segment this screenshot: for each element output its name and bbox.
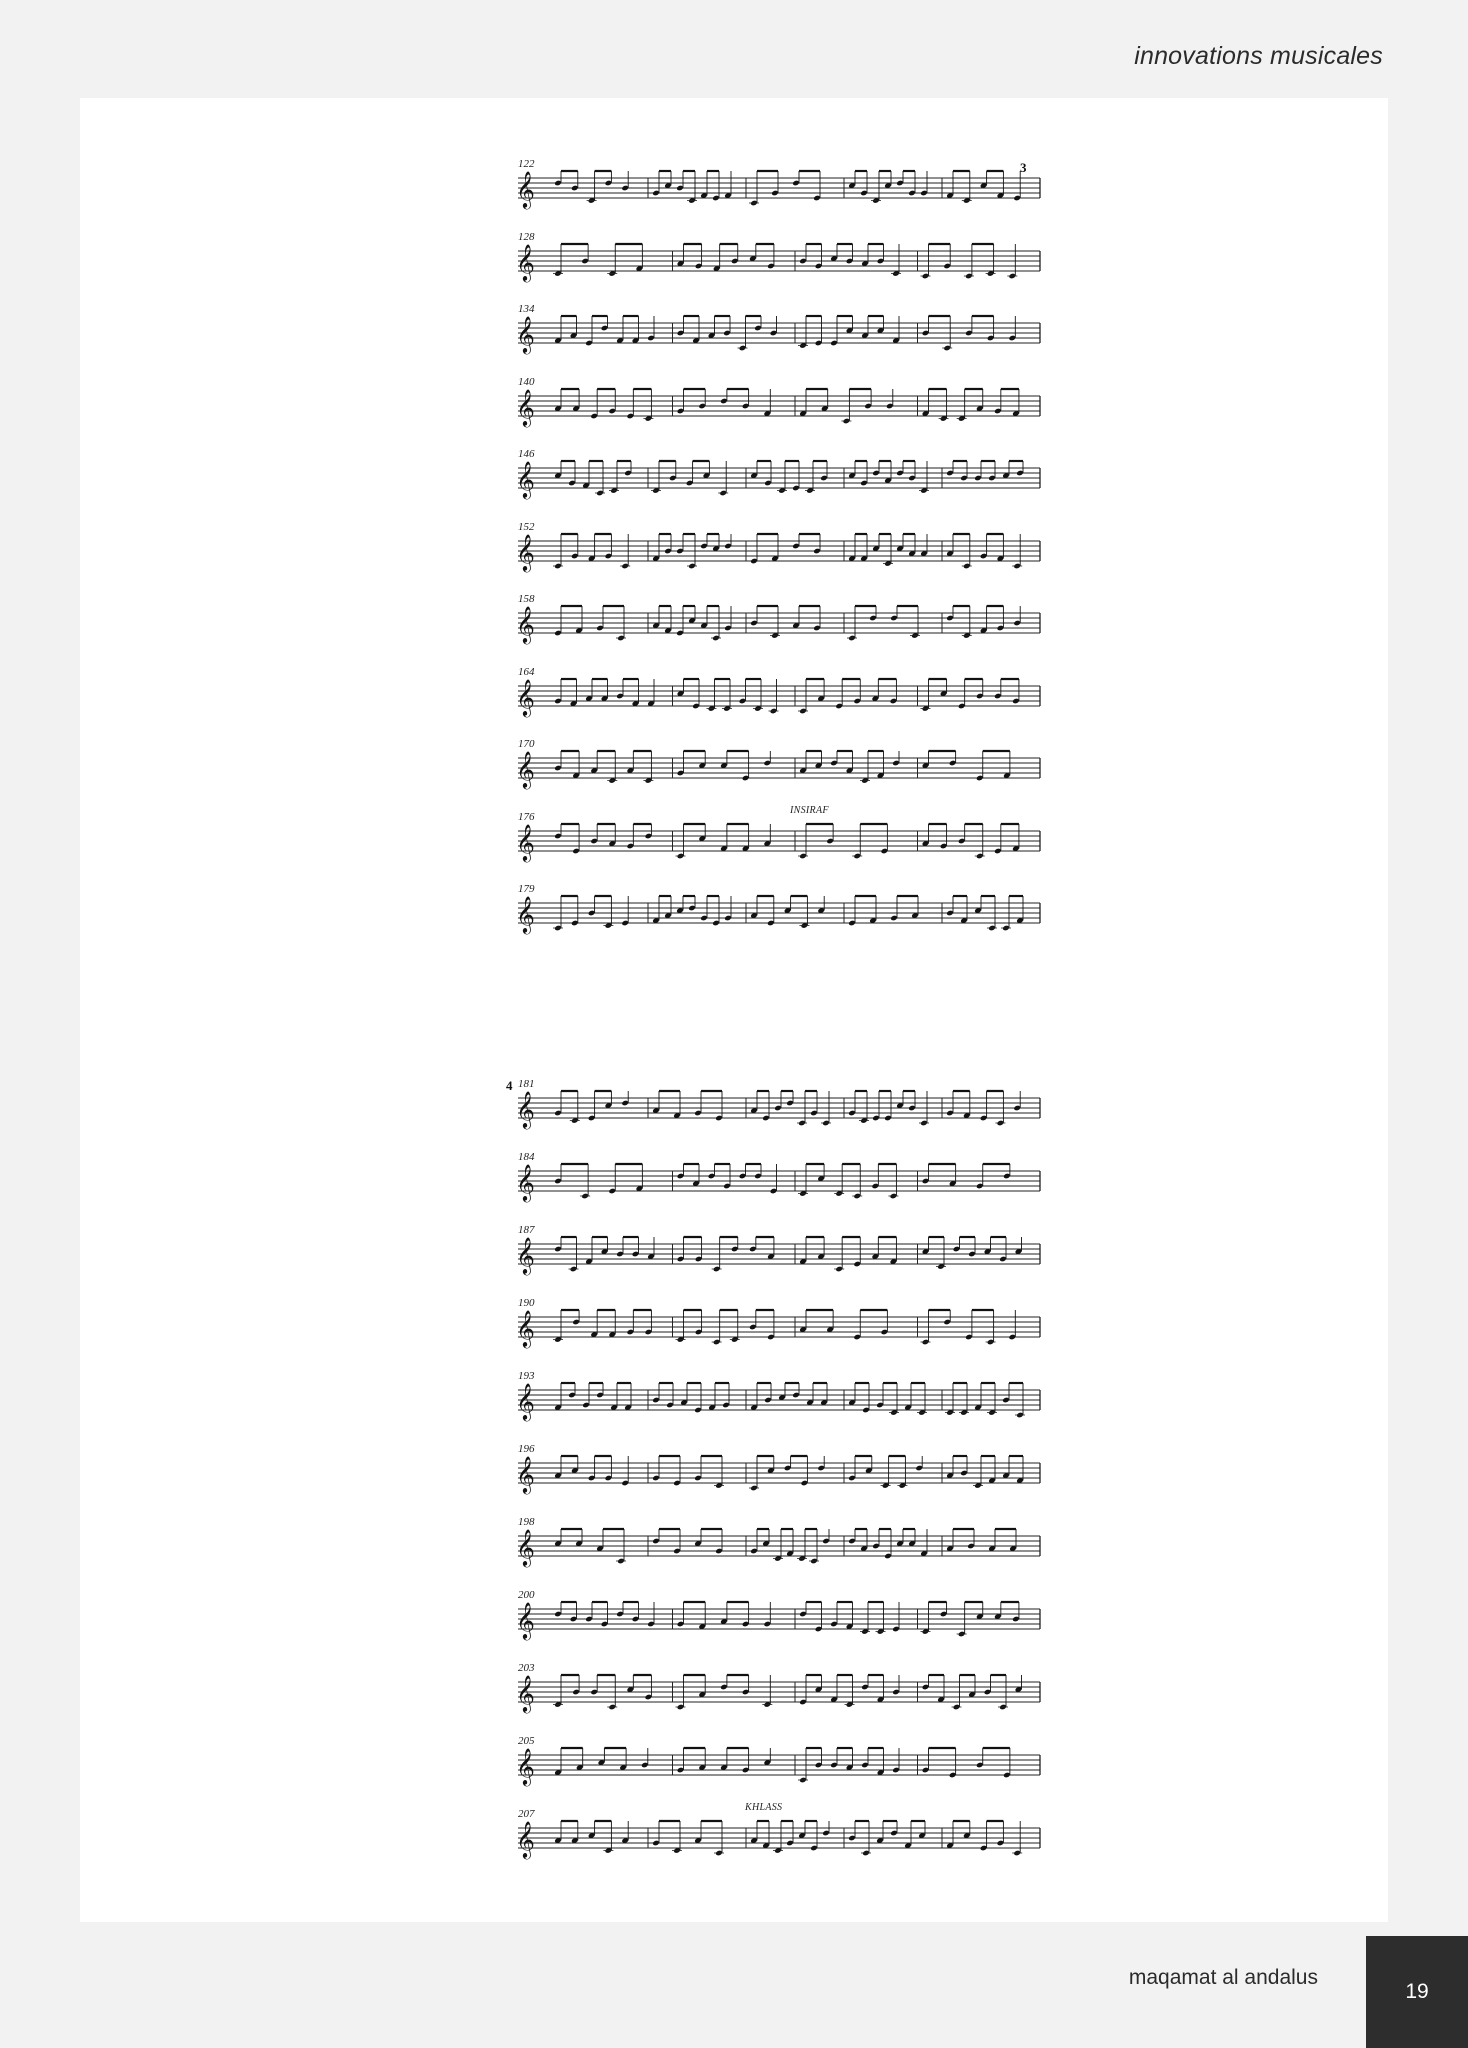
measure-number: 140 [518,375,535,388]
measure-number: 181 [518,1078,535,1090]
music-system [510,1078,1130,1138]
music-staff [510,313,1050,357]
measure-number: 158 [518,593,535,605]
measure-number: 207 [518,1808,535,1820]
measure-number: 205 [518,1735,535,1747]
music-system [510,1443,1130,1503]
music-system [510,1151,1130,1211]
measure-number: 134 [518,303,535,315]
treble-clef-icon: 𝄞 [516,677,535,716]
music-staff [510,1380,1050,1424]
music-staff [510,1234,1050,1278]
music-system [510,448,1130,508]
treble-clef-icon: 𝄞 [516,1382,535,1420]
music-system [510,1802,1130,1868]
footer-publication-label: maqamat al andalus [1128,1966,1318,1989]
measure-number: 179 [518,883,535,895]
treble-clef-icon: 𝄞 [516,1528,535,1566]
treble-clef-icon: 𝄞 [516,1747,535,1785]
treble-clef-icon: 𝄞 [516,170,535,208]
music-system [510,1735,1130,1795]
treble-clef-icon: 𝄞 [516,315,535,353]
treble-clef-icon: 𝄞 [516,1236,535,1274]
measure-number: 176 [518,810,535,823]
measure-number: 170 [518,738,535,750]
treble-clef-icon: 𝄞 [516,460,535,498]
measure-number: 203 [518,1662,535,1674]
music-staff [510,1672,1050,1716]
music-staff [510,1088,1050,1132]
music-system [510,231,1130,291]
music-staff [510,676,1050,720]
measure-number: 184 [518,1151,535,1163]
measure-number: 152 [518,520,535,533]
music-system [510,738,1130,798]
music-staff [510,1526,1050,1570]
footer-page-number: 19 [1405,1980,1429,2003]
footer-page-box [1366,1936,1468,2048]
sheet-page-number: 4 [506,1078,513,1093]
measure-number: 146 [518,448,535,460]
music-system [510,158,1130,218]
music-staff [510,1161,1050,1205]
music-system [510,303,1130,363]
sheet-page-number: 3 [1020,160,1027,175]
music-system [510,666,1130,726]
music-staff [510,893,1050,937]
treble-clef-icon: 𝄞 [516,532,535,571]
treble-clef-icon: 𝄞 [516,1163,535,1201]
treble-clef-icon: 𝄞 [516,822,535,861]
measure-number: 187 [518,1224,535,1236]
treble-clef-icon: 𝄞 [516,1309,535,1347]
measure-number: 122 [518,158,535,170]
measure-number: 196 [518,1443,535,1455]
music-system [510,593,1130,653]
treble-clef-icon: 𝄞 [516,1455,535,1493]
music-staff [510,458,1050,502]
measure-number: 190 [518,1297,535,1309]
treble-clef-icon: 𝄞 [516,1674,535,1712]
music-staff [510,168,1050,212]
music-staff [510,603,1050,647]
music-staff [510,1307,1050,1351]
music-staff [510,821,1050,865]
music-system [510,1516,1130,1576]
measure-number: 200 [518,1589,535,1601]
music-system [510,1589,1130,1649]
music-staff [510,1818,1050,1862]
treble-clef-icon: 𝄞 [516,1820,535,1858]
music-system [510,883,1130,943]
page-content-area [80,98,1388,1922]
music-system [510,376,1130,436]
measure-number: 128 [518,230,535,243]
treble-clef-icon: 𝄞 [516,1601,535,1639]
measure-number: 198 [518,1516,535,1528]
music-staff [510,531,1050,575]
music-system [510,1224,1130,1284]
treble-clef-icon: 𝄞 [516,1090,535,1128]
music-staff [510,1599,1050,1643]
treble-clef-icon: 𝄞 [516,242,535,281]
treble-clef-icon: 𝄞 [516,895,535,933]
section-label: KHLASS [745,1802,783,1813]
music-system [510,521,1130,581]
music-system [510,804,1130,871]
measure-number: 164 [518,665,535,678]
music-staff [510,386,1050,430]
music-staff [510,241,1050,285]
music-staff [510,1745,1050,1789]
measure-number: 193 [518,1370,535,1382]
section-label: INSIRAF [790,804,829,816]
music-system [510,1370,1130,1430]
music-system [510,1297,1130,1357]
music-staff [510,748,1050,792]
music-system [510,1662,1130,1722]
treble-clef-icon: 𝄞 [516,605,535,643]
treble-clef-icon: 𝄞 [516,387,535,426]
treble-clef-icon: 𝄞 [516,750,535,788]
music-staff [510,1453,1050,1497]
running-header-title: innovations musicales [1134,42,1383,70]
